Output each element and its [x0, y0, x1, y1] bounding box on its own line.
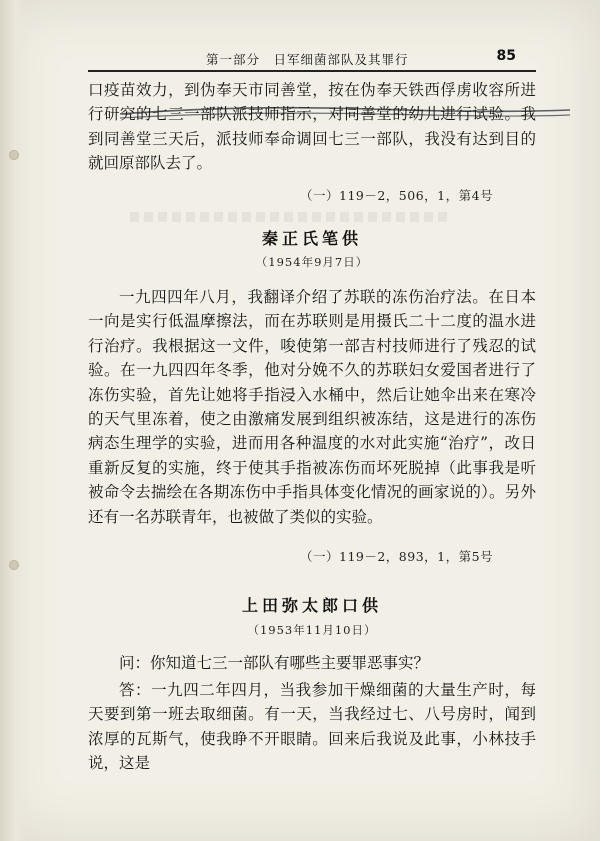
section3-answer: 答：一九四二年四月，当我参加干燥细菌的大量生产时，每天要到第一班去取细菌。有一天，当我经过七、八号房时，闻到浓厚的瓦斯气，使我睁不开眼睛。回来后我说及此事，小林技手说，这是 [88, 681, 536, 773]
section-date: （1954年9月7日） [255, 255, 369, 269]
binding-hole [9, 150, 19, 160]
section2-paragraph: 一九四四年八月，我翻译介绍了苏联的冻伤治疗法。在日本一向是实行低温摩擦法，而在苏联则是用摄氏二十二度的温水进行治疗。我根据这一文件，唆使第一部吉村技师进行了残忍的试验。在一九四四年冬季，他对分娩不久的苏联妇女爱国者进行了冻伤实验，首先让她将手指浸入水桶中，然后让她伞出来在寒冷的天气里冻着，使之由激痛发展到组织被冻结，这是进行的冻伤病态生理学的实验，进而用各种温度的水对此实施“治疗”，改日重新反复的实施，终于使其手指被冻伤而坏死脱掉（此事我是听被命令去揣绘在各期冻伤中手指具体变化情况的画家说的）。另外还有一名苏联青年，也被做了类似的实验。 [88, 288, 536, 526]
page-spine [0, 0, 26, 841]
binding-hole [9, 560, 19, 570]
bleed-through-text [130, 212, 450, 222]
block1-citation: （一）119－2，506，1，第4号 [300, 188, 494, 203]
section2-citation: （一）119－2，893，1，第5号 [300, 549, 494, 564]
section-title: 秦正氏笔供 [261, 229, 362, 248]
block1-paragraph: 口疫苗效力，到伪奉天市同善堂，按在伪奉天铁西俘虏收容所进行研究的七三一部队派技师指示，对同善堂的幼儿进行试验。我到同善堂三天后，派技师奉命调回七三一部队，我没有达到目的就回原部队去了。 [88, 81, 536, 173]
section3-question: 问：你知道七三一部队有哪些主要罪恶事实？ [119, 654, 430, 672]
page-number: 85 [496, 48, 516, 64]
section-date: （1953年11月10日） [247, 623, 377, 637]
header-title: 第一部分 日军细菌部队及其罪行 [206, 52, 409, 67]
section-title: 上田弥太郎口供 [241, 596, 382, 615]
running-header [88, 48, 536, 72]
